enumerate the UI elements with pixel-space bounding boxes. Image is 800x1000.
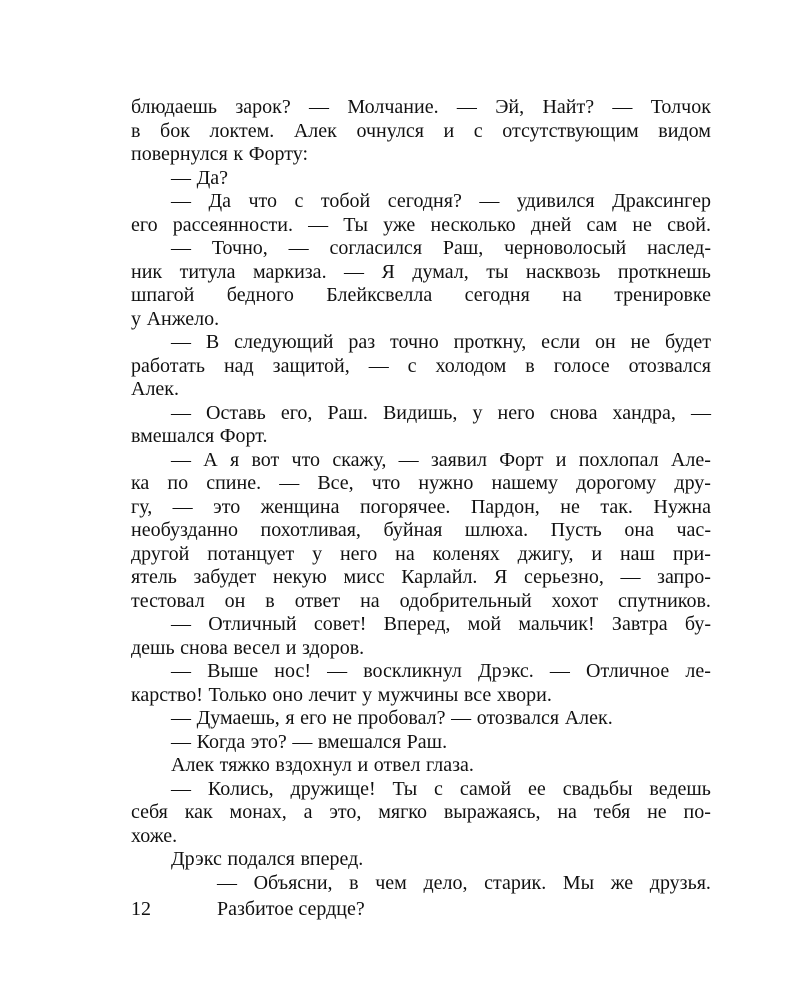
text-line: дешь снова весел и здоров. [131, 636, 365, 659]
text-line: другой потанцует у него на коленях джигу, и наш при- [131, 542, 711, 565]
text-line: — Оставь его, Раш. Видишь, у него снова хандра, — [171, 401, 711, 424]
text-line: — Объясни, в чем дело, старик. Мы же друзья. [217, 871, 711, 894]
text-line: гу, — это женщина погорячее. Пардон, не так. Нужна [131, 495, 711, 518]
text-line: тестовал он в ответ на одобрительный хохот спутников. [131, 589, 711, 612]
text-line: в бок локтем. Алек очнулся и с отсутствующим видом [131, 119, 711, 142]
page-number: 12 [131, 898, 151, 920]
text-line: его рассеянности. — Ты уже несколько дней сам не свой. [131, 213, 711, 236]
text-line: — Отличный совет! Вперед, мой мальчик! Завтра бу- [171, 613, 711, 635]
text-line: блюдаешь зарок? — Молчание. — Эй, Найт? — Толчок [131, 96, 711, 118]
text-line: ятель забудет некую мисс Карлайл. Я серьезно, — запро- [131, 566, 711, 588]
text-line: — В следующий раз точно проткну, если он не будет [171, 331, 711, 353]
text-line: шпагой бедного Блейксвелла сегодня на тренировке [131, 284, 711, 306]
text-line: у Анжело. [131, 307, 220, 330]
text-line: ник титула маркиза. — Я думал, ты насквозь проткнешь [131, 260, 711, 283]
text-line: необузданно похотливая, буйная шлюха. Пусть она час- [131, 519, 711, 541]
text-line: работать над защитой, — с холодом в голосе отозвался [131, 354, 711, 377]
text-line: карство! Только оно лечит у мужчины все хвори. [131, 683, 552, 706]
text-line: Дрэкс подался вперед. [171, 848, 364, 870]
text-line: — Думаешь, я его не пробовал? — отозвался Алек. [171, 707, 613, 729]
text-line: — А я вот что скажу, — заявил Форт и похлопал Але- [171, 448, 711, 471]
body-text [131, 96, 711, 895]
text-line: — Колись, дружище! Ты с самой ее свадьбы ведешь [171, 777, 711, 800]
text-line: — Точно, — согласился Раш, черноволосый наслед- [171, 237, 711, 259]
text-line: Алек. [131, 378, 180, 400]
text-line: — Выше нос! — воскликнул Дрэкс. — Отличное ле- [171, 660, 711, 682]
text-line: — Да что с тобой сегодня? — удивился Драксингер [171, 190, 711, 212]
text-line: — Когда это? — вмешался Раш. [171, 730, 448, 753]
text-line: повернулся к Форту: [131, 143, 309, 165]
page-footer [131, 897, 711, 921]
text-line: Разбитое сердце? [217, 898, 365, 920]
text-line: — Да? [171, 166, 228, 189]
text-line: Алек тяжко вздохнул и отвел глаза. [171, 754, 474, 776]
text-line: себя как монах, а это, мягко выражаясь, на тебя не по- [131, 801, 711, 823]
text-line: хоже. [131, 824, 178, 847]
text-line: вмешался Форт. [131, 425, 268, 447]
text-line: ка по спине. — Все, что нужно нашему дорогому дру- [131, 472, 711, 494]
